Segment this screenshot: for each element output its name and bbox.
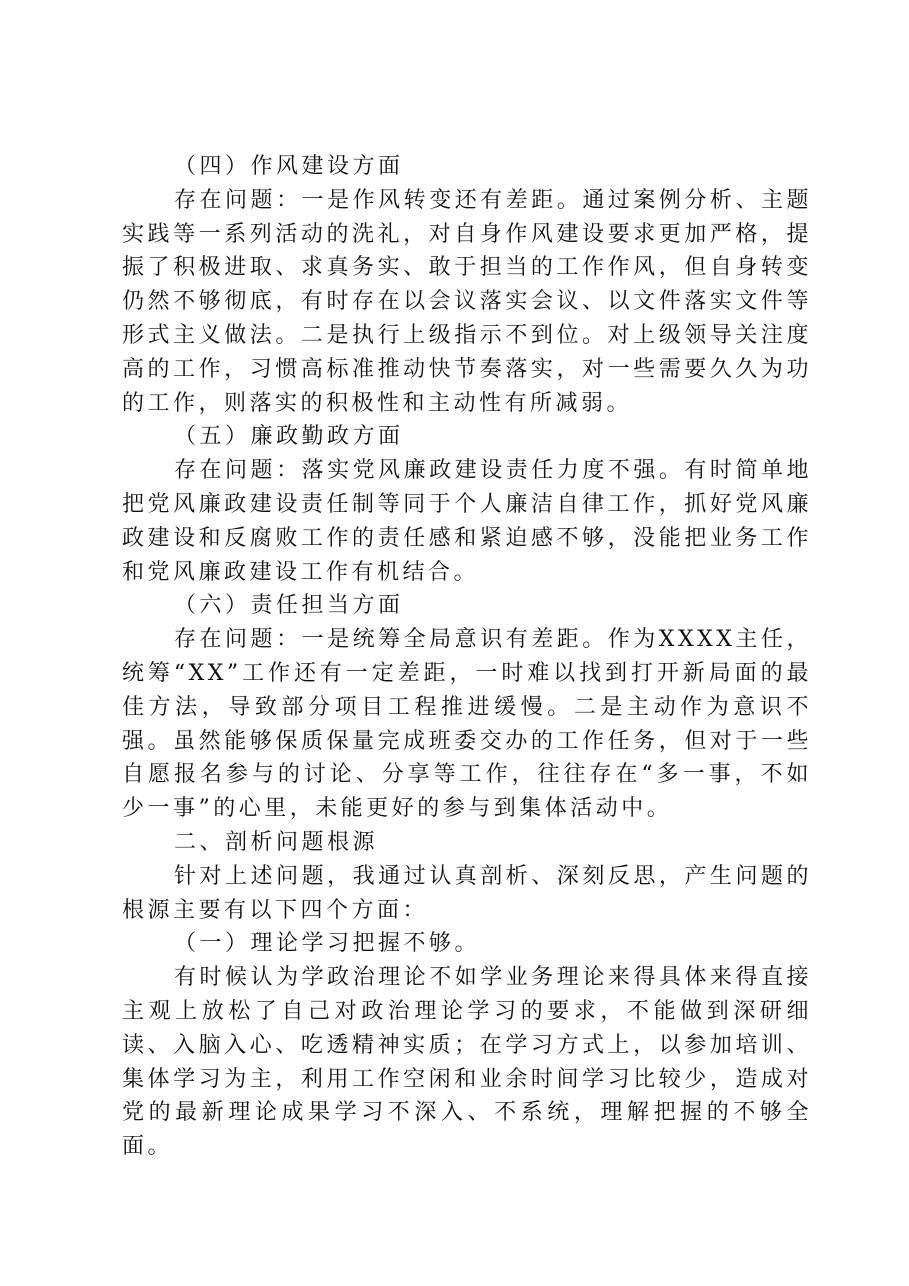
document-body <box>122 150 812 1164</box>
section-heading-integrity: （五）廉政勤政方面 <box>174 424 404 450</box>
section-heading-style: （四）作风建设方面 <box>174 154 404 179</box>
body-paragraph: 有时候认为学政治理论不如学业务理论来得具体来得直接主观上放松了自己对政治理论学习的要求，不能做到深研细读、入脑入心、吃透精神实质；在学习方式上，以参加培训、集体学习为主，利用工作空闲和业余时间学习比较少，造成对党的最新理论成果学习不深入、不系统，理解把握的不够全面。 <box>122 965 812 1160</box>
body-paragraph: 针对上述问题，我通过认真剖析、深刻反思，产生问题的根源主要有以下四个方面： <box>122 863 812 923</box>
body-paragraph: 存在问题：落实党风廉政建设责任力度不强。有时简单地把党风廉政建设责任制等同于个人廉洁自律工作，抓好党风廉政建设和反腐败工作的责任感和紧迫感不够，没能把业务工作和党风廉政建设工作有机结合。 <box>122 458 812 585</box>
section-heading-theory-study: （一）理论学习把握不够。 <box>174 931 481 957</box>
section-heading-root-causes: 二、剖析问题根源 <box>174 829 379 855</box>
body-paragraph: 存在问题：一是统筹全局意识有差距。作为XXXX主任，统筹“XX”工作还有一定差距，一时难以找到打开新局面的最佳方法，导致部分项目工程推进缓慢。二是主动作为意识不强。虽然能够保质保量完成班委交办的工作任务，但对于一些自愿报名参与的讨论、分享等工作，往往存在“多一事，不如少一事”的心里，未能更好的参与到集体活动中。 <box>122 627 812 822</box>
section-heading-responsibility: （六）责任担当方面 <box>174 593 404 619</box>
body-paragraph: 存在问题：一是作风转变还有差距。通过案例分析、主题实践等一系列活动的洗礼，对自身作风建设要求更加严格，提振了积极进取、求真务实、敢于担当的工作作风，但自身转变仍然不够彻底，有时存在以会议落实会议、以文件落实文件等形式主义做法。二是执行上级指示不到位。对上级领导关注度高的工作，习惯高标准推动快节奏落实，对一些需要久久为功的工作，则落实的积极性和主动性有所减弱。 <box>122 187 812 416</box>
